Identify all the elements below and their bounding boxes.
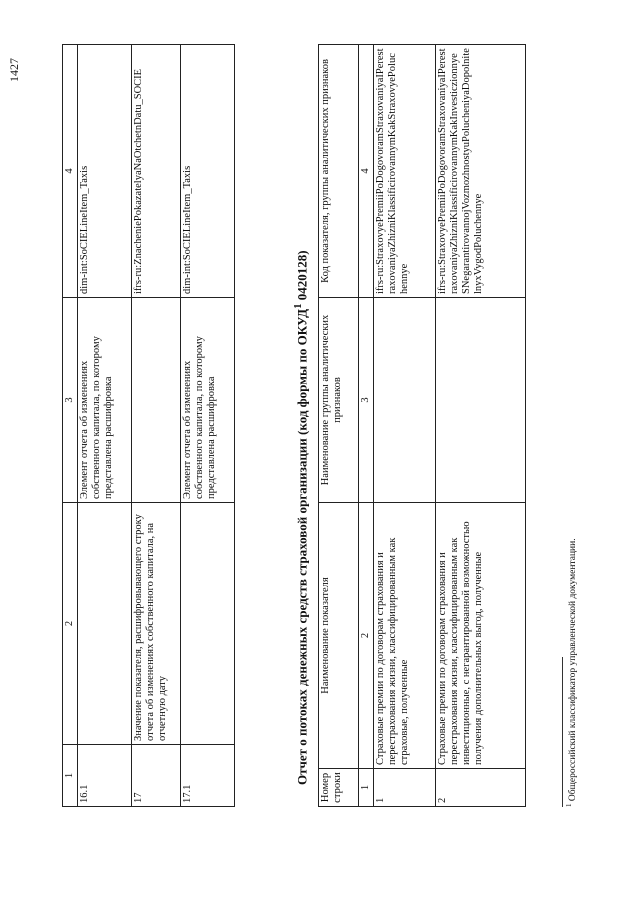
row-element — [132, 298, 181, 503]
row-name: Значение показателя, расшифровывающего строку отчета об изменениях собственного капитала, на отчетную дату — [132, 503, 181, 745]
footnote-text: Общероссийский классификатор управленческой документации. — [568, 538, 579, 804]
footnote-rule — [562, 657, 563, 807]
header-indicator-name: Наименование показателя — [319, 503, 359, 769]
row-code: ifrs-ru:StraxovyePremiiPoDogovoramStraxovaniyaIPerestraxovaniyaZhizniKlassificirovannymKakInvesticzionnyeSNegarantirovannojVozmozhnostyuPolucheniyaDopolnitelnyxVygodPoluchennye — [436, 45, 526, 298]
row-group — [374, 298, 436, 503]
cashflow-header-row — [319, 45, 359, 807]
row-code: ifrs-ru:StraxovyePremiiPoDogovoramStraxovaniyaIPerestraxovaniyaZhizniKlassificirovannymKakStraxovyePoluchennye — [374, 45, 436, 298]
table-row — [181, 45, 235, 807]
section-title-footnote-mark: 1 — [292, 303, 304, 309]
top-table — [62, 44, 235, 807]
row-number: 17 — [132, 745, 181, 807]
row-code: dim-int:SoCIELineItem_Taxis — [181, 45, 235, 298]
top-index-cell: 1 — [63, 745, 78, 807]
row-number: 2 — [436, 769, 526, 807]
page-number: 1427 — [7, 58, 21, 82]
table-row — [436, 45, 526, 807]
row-element: Элемент отчета об изменениях собственного капитала, по которому представлена расшифровка — [78, 298, 132, 503]
table-row — [374, 45, 436, 807]
row-number: 1 — [374, 769, 436, 807]
section-title-tail: 0420128) — [294, 250, 310, 304]
row-name: Страховые премии по договорам страхования и перестрахования жизни, классифицированным как инвестиционные, с негарантированной возможностью получения дополнительных выгод, полученные — [436, 503, 526, 769]
row-code: dim-int:SoCIELineItem_Taxis — [78, 45, 132, 298]
top-table-index-row — [63, 45, 78, 807]
row-name — [78, 503, 132, 745]
row-name: Страховые премии по договорам страхования и перестрахования жизни, классифицированным как страховые, полученные — [374, 503, 436, 769]
row-name — [181, 503, 235, 745]
section-title-text: Отчет о потоках денежных средств страховой организации (код формы по ОКУД — [294, 308, 310, 785]
row-code: ifrs-ru:ZnacheniePokazatelyaNaOtchetnDatu_SOCIE — [132, 45, 181, 298]
cashflow-index-row — [359, 45, 374, 807]
row-group — [436, 298, 526, 503]
footnote-mark: 1 — [565, 803, 573, 807]
index-cell: 2 — [359, 503, 374, 769]
cashflow-table — [318, 44, 526, 807]
row-number: 16.1 — [78, 745, 132, 807]
header-code: Код показателя, группы аналитических признаков — [319, 45, 359, 298]
top-index-cell: 2 — [63, 503, 78, 745]
table-row — [78, 45, 132, 807]
row-element: Элемент отчета об изменениях собственного капитала, по которому представлена расшифровка — [181, 298, 235, 503]
footnote — [565, 538, 578, 807]
section-title — [292, 85, 310, 785]
header-row-number: Номер строки — [319, 769, 359, 807]
index-cell: 3 — [359, 298, 374, 503]
header-group-name: Наименование группы аналитических признаков — [319, 298, 359, 503]
index-cell: 1 — [359, 769, 374, 807]
table-row — [132, 45, 181, 807]
top-index-cell: 4 — [63, 45, 78, 298]
top-index-cell: 3 — [63, 298, 78, 503]
row-number: 17.1 — [181, 745, 235, 807]
index-cell: 4 — [359, 45, 374, 298]
